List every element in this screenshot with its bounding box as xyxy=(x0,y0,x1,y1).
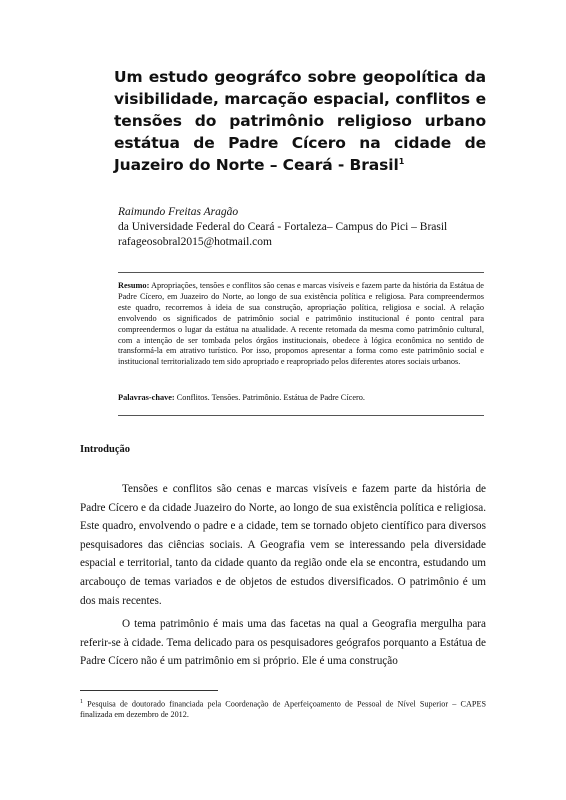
footnote xyxy=(80,697,486,721)
footnote-mark: 1 xyxy=(80,699,83,705)
keywords-label: Palavras-chave: xyxy=(118,393,175,402)
abstract-text: Apropriações, tensões e conflitos são cenas e marcas visíveis e fazem parte da história da Estátua de Padre Cícero, em Juazeiro do Norte, ao longo de sua existência política e religiosa. Para compreendermos este quadro, recorremos à ideia de sua construção, apropriação política, religiosa e social. A relação envolvendo os significados de patrimônio social e patrimônio institucional é ponto central para compreendermos o lugar da estátua na atualidade. A recente retomada da mesma como patrimônio cultural, com a intenção de ser tombada pelos órgãos institucionais, obedece à lógica econômica no sentido de transformá-la em atrativo turístico. Por isso, propomos apresentar a forma como este patrimônio social e institucional territorializado tem sido apropriado e reapropriado pelos diferentes atores sociais urbanos. xyxy=(118,281,484,367)
abstract-bottom-rule xyxy=(118,415,484,416)
author-name: Raimundo Freitas Aragão xyxy=(118,206,239,218)
author-block xyxy=(118,205,498,250)
keywords-text: Conflitos. Tensões. Patrimônio. Estátua de Padre Cícero. xyxy=(176,393,365,402)
footnote-rule xyxy=(80,690,218,691)
body-paragraph: Tensões e conflitos são cenas e marcas visíveis e fazem parte da história de Padre Cícero e da cidade Juazeiro do Norte, ao longo de sua existência política e religiosa. Este quadro, envolvendo o padre e a cidade, tem se tornado objeto científico para diversos pesquisadores das ciências sociais. A Geografia vem se interessando pela diversidade espacial e territorial, tanto da cidade quanto da região onde ela se encontra, estudando um arcabouço de temas variados e de objetos de estudos diversificados. O patrimônio é um dos mais recentes. xyxy=(80,483,486,607)
abstract xyxy=(118,281,484,368)
paper-title xyxy=(114,66,486,176)
body-text xyxy=(80,480,486,671)
title-text: Um estudo geográfco sobre geopolítica da visibilidade, marcação espacial, conflitos e tensões do patrimônio religioso urbano estátua de Padre Cícero na cidade de Juazeiro do Norte – Ceará - Brasil xyxy=(114,68,486,174)
abstract-label: Resumo: xyxy=(118,281,150,290)
title-footnote-mark: 1 xyxy=(398,156,405,166)
footnote-text: Pesquisa de doutorado financiada pela Coordenação de Aperfeiçoamento de Pessoal de Nível Superior – CAPES finalizada em dezembro de 2012. xyxy=(80,699,486,720)
author-affiliation: da Universidade Federal do Ceará - Fortaleza– Campus do Pici – Brasil xyxy=(118,221,448,233)
section-heading: Introdução xyxy=(80,444,130,455)
keywords xyxy=(118,392,484,403)
author-email: rafageosobral2015@hotmail.com xyxy=(118,236,272,248)
body-paragraph: O tema patrimônio é mais uma das facetas na qual a Geografia mergulha para referir-se à cidade. Tema delicado para os pesquisadores geógrafos porquanto a Estátua de Padre Cícero não é um patrimônio em si próprio. Ele é uma construção xyxy=(80,618,486,668)
abstract-top-rule xyxy=(118,272,484,273)
